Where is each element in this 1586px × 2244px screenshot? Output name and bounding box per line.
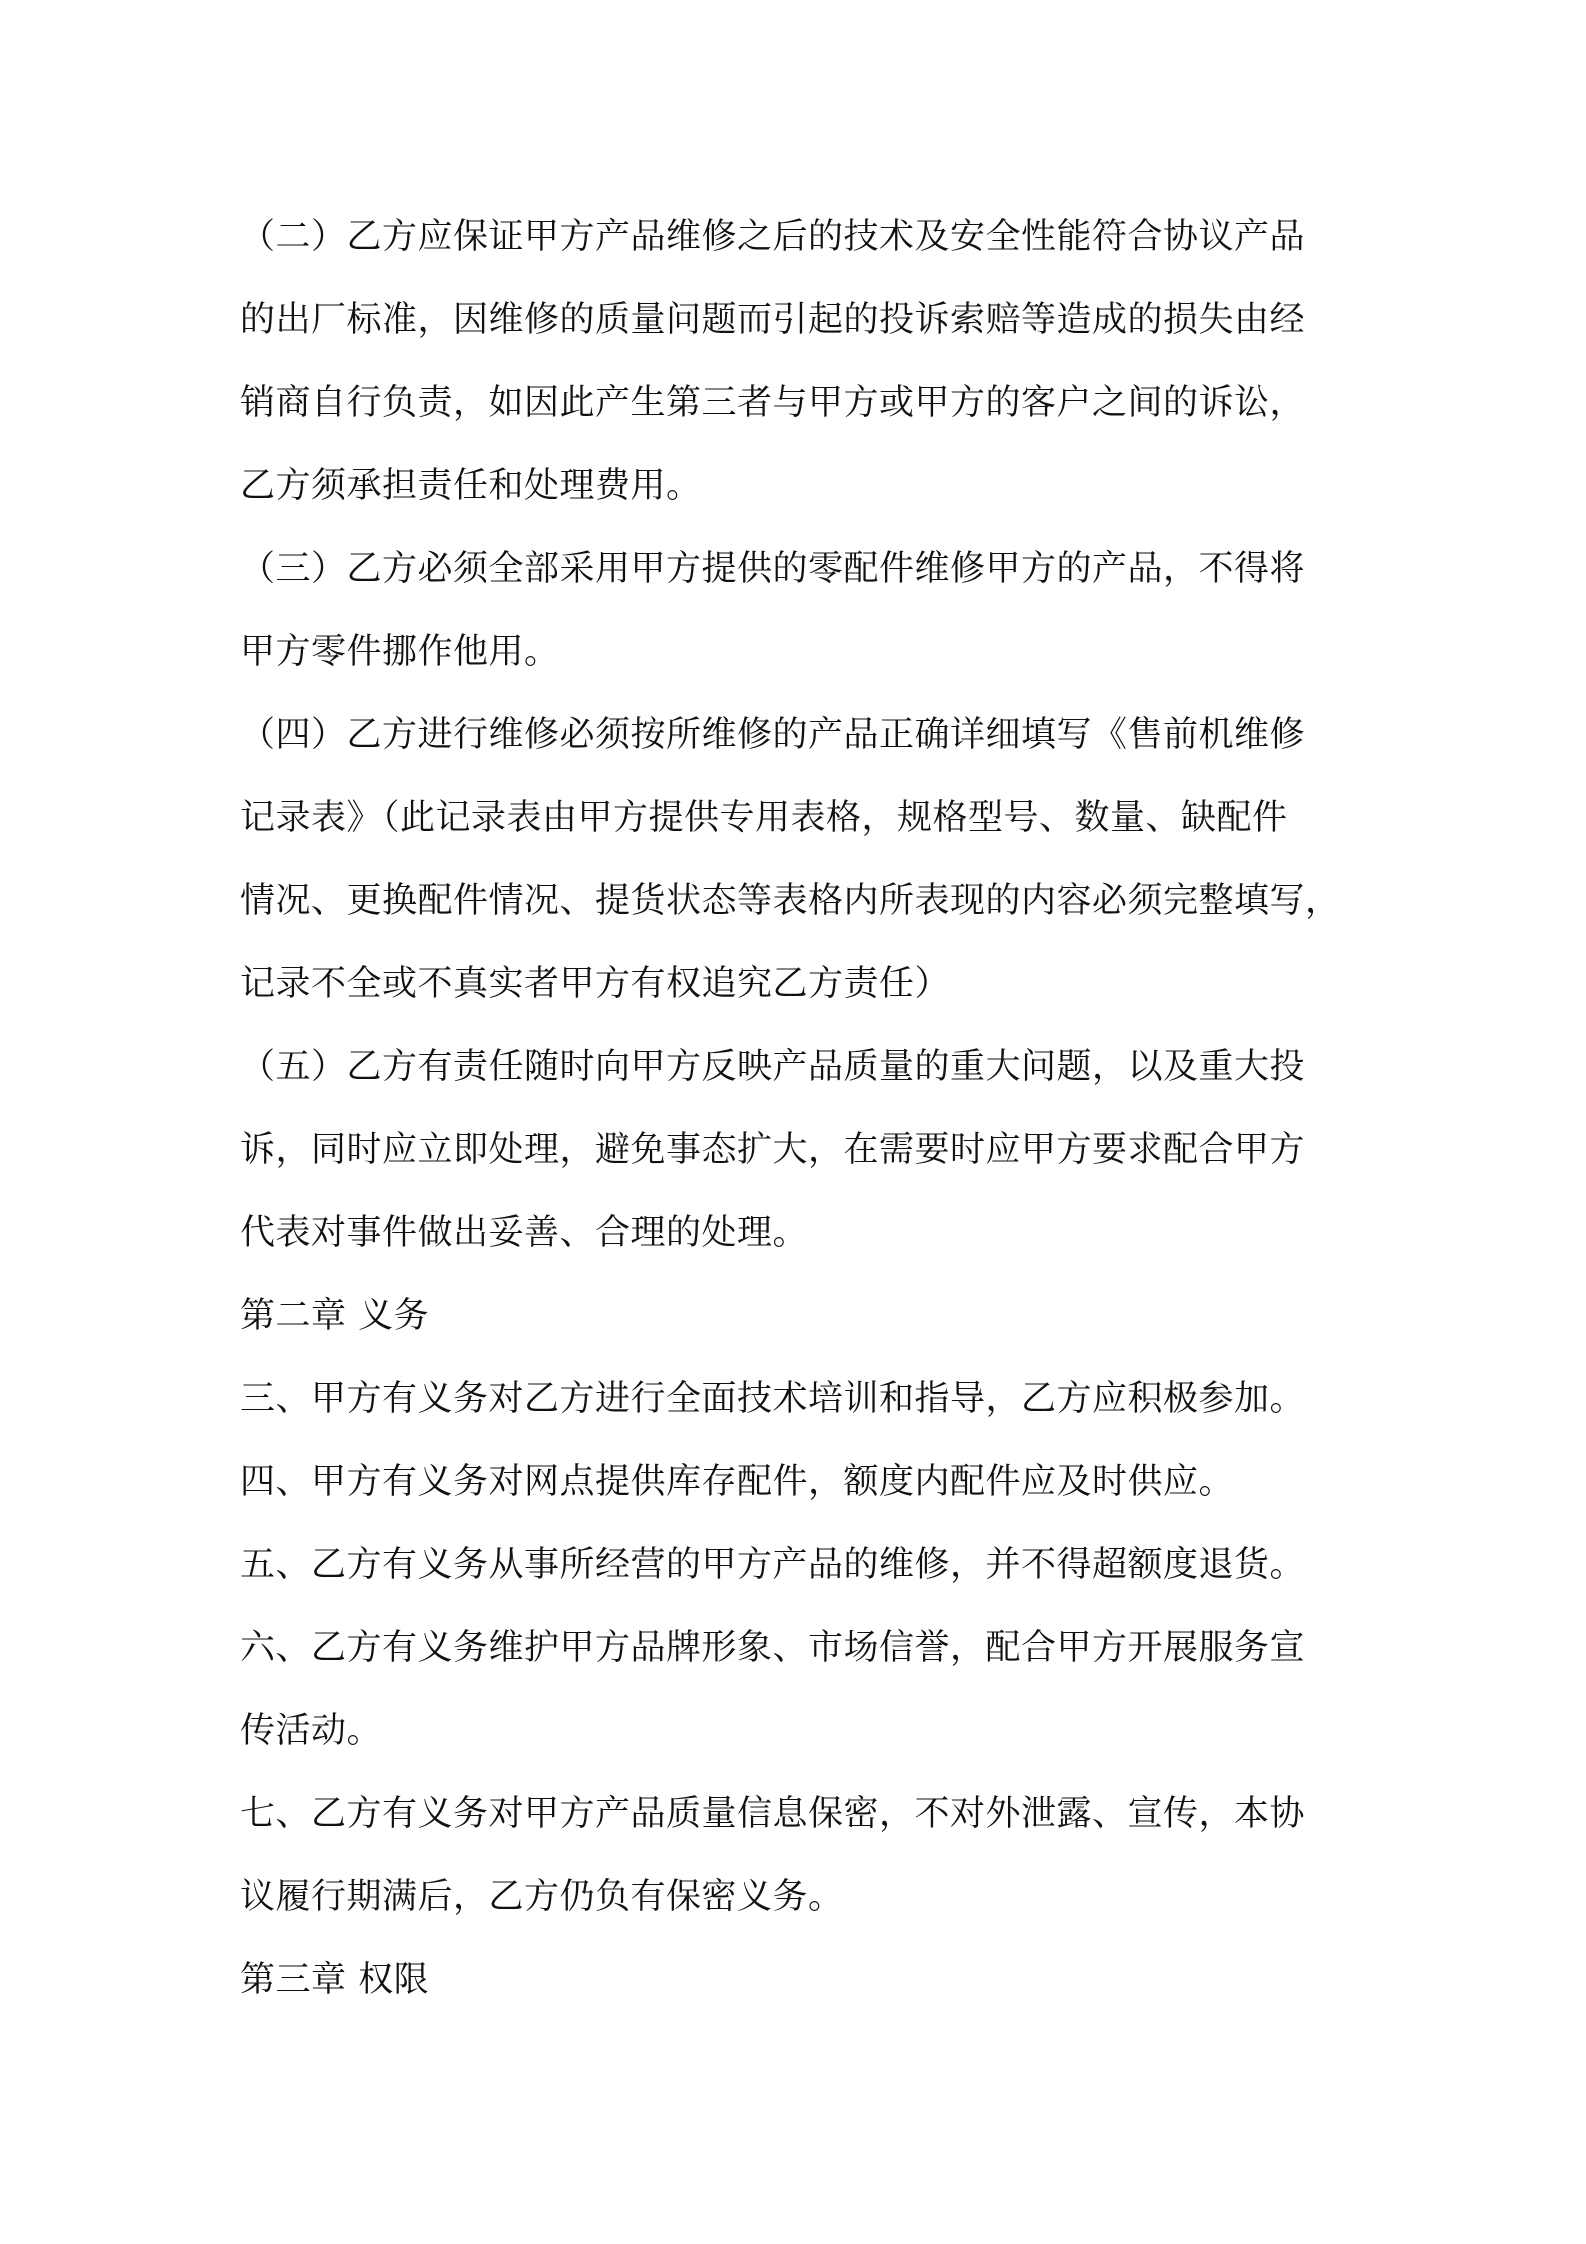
clause-4-line-3: 情况、更换配件情况、提货状态等表格内所表现的内容必须完整填写， bbox=[240, 881, 1341, 921]
clause-5-line-2: 诉，同时应立即处理，避免事态扩大，在需要时应甲方要求配合甲方 bbox=[240, 1130, 1306, 1170]
clause-4-line-4: 记录不全或不真实者甲方有权追究乙方责任） bbox=[240, 964, 951, 1004]
duty-7-line-2: 议履行期满后，乙方仍负有保密义务。 bbox=[240, 1877, 844, 1917]
duty-4-line-1: 四、甲方有义务对网点提供库存配件，额度内配件应及时供应。 bbox=[240, 1462, 1235, 1502]
duty-7-line-1: 七、乙方有义务对甲方产品质量信息保密，不对外泄露、宣传，本协 bbox=[240, 1794, 1306, 1834]
chapter-2-heading: 第二章 义务 bbox=[240, 1296, 430, 1336]
duty-3-line-1: 三、甲方有义务对乙方进行全面技术培训和指导，乙方应积极参加。 bbox=[240, 1379, 1306, 1419]
clause-5-line-1: （五）乙方有责任随时向甲方反映产品质量的重大问题，以及重大投 bbox=[240, 1047, 1306, 1087]
clause-4-line-2: 记录表》（此记录表由甲方提供专用表格，规格型号、数量、缺配件 bbox=[240, 798, 1288, 838]
duty-6-line-2: 传活动。 bbox=[240, 1711, 383, 1751]
document-body bbox=[240, 196, 1360, 2022]
chapter-3-heading: 第三章 权限 bbox=[240, 1960, 430, 2000]
clause-3-line-1: （三）乙方必须全部采用甲方提供的零配件维修甲方的产品，不得将 bbox=[240, 549, 1306, 589]
clause-3-line-2: 甲方零件挪作他用。 bbox=[240, 632, 560, 672]
clause-2-line-4: 乙方须承担责任和处理费用。 bbox=[240, 466, 702, 506]
clause-5-line-3: 代表对事件做出妥善、合理的处理。 bbox=[240, 1213, 809, 1253]
duty-6-line-1: 六、乙方有义务维护甲方品牌形象、市场信誉，配合甲方开展服务宣 bbox=[240, 1628, 1306, 1668]
clause-2-line-1: （二）乙方应保证甲方产品维修之后的技术及安全性能符合协议产品 bbox=[240, 217, 1306, 257]
clause-4-line-1: （四）乙方进行维修必须按所维修的产品正确详细填写《售前机维修 bbox=[240, 715, 1306, 755]
clause-2-line-2: 的出厂标准，因维修的质量问题而引起的投诉索赔等造成的损失由经 bbox=[240, 300, 1306, 340]
clause-2-line-3: 销商自行负责，如因此产生第三者与甲方或甲方的客户之间的诉讼， bbox=[240, 383, 1306, 423]
duty-5-line-1: 五、乙方有义务从事所经营的甲方产品的维修，并不得超额度退货。 bbox=[240, 1545, 1306, 1585]
